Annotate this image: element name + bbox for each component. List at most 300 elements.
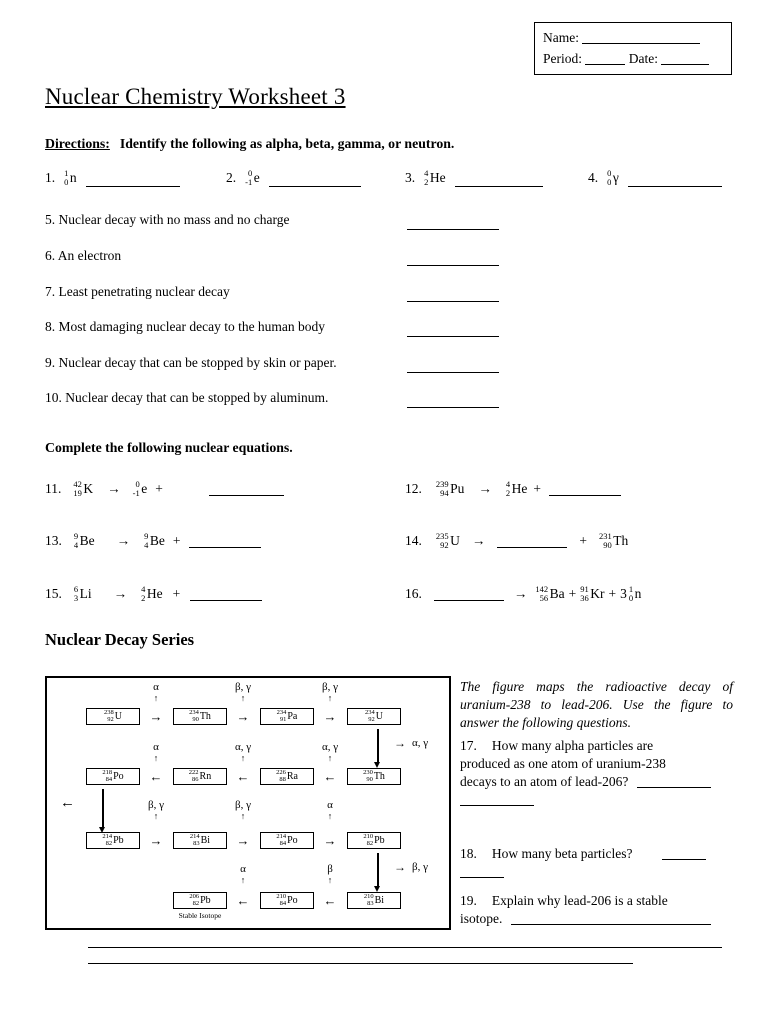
atomic-number: 83 <box>367 899 374 907</box>
yields-arrow-icon: → <box>107 481 121 496</box>
nuclide-po-218 <box>102 770 123 783</box>
element-symbol: He <box>511 481 528 496</box>
q18-line <box>460 863 733 881</box>
nuclide-electron <box>245 169 260 186</box>
mass-number: 214 <box>102 832 113 840</box>
mass-atomic-stack <box>141 585 145 602</box>
element-symbol: Be <box>149 533 165 548</box>
mass-number: 226 <box>276 768 286 776</box>
nuclide-li-6 <box>74 585 92 602</box>
mass-atomic-stack <box>276 894 286 907</box>
mass-atomic-stack <box>64 169 68 186</box>
question-6 <box>45 248 515 270</box>
coefficient: 3 <box>620 586 627 601</box>
mass-atomic-stack <box>277 710 287 723</box>
page-title: Nuclear Chemistry Worksheet 3 <box>45 84 346 109</box>
mass-atomic-stack <box>133 480 140 497</box>
question-text: Nuclear decay that can be stopped by skin or paper. <box>58 355 337 370</box>
item-number: 3. <box>405 170 416 185</box>
atomic-number: -1 <box>132 488 140 498</box>
isotope-box-234-u <box>347 708 401 725</box>
answer-blank-14[interactable] <box>497 535 567 548</box>
answer-blank-4[interactable] <box>628 174 722 187</box>
left-arrow-icon: ← <box>236 769 250 784</box>
q17-line: produced as one atom of uranium-238 <box>460 756 666 771</box>
mass-atomic-stack <box>73 480 82 497</box>
question-19 <box>460 892 733 928</box>
right-arrow-icon: → <box>236 709 250 724</box>
up-arrow-icon: ↑ <box>240 693 246 703</box>
mass-number: 0 <box>607 168 612 179</box>
mass-atomic-stack <box>190 834 200 847</box>
nuclide-be-9b <box>144 532 165 549</box>
down-arrow <box>377 853 379 886</box>
atomic-number: 83 <box>193 839 200 847</box>
question-text: How many alpha particles are <box>491 738 654 753</box>
nuclide-po-210 <box>276 894 297 907</box>
element-symbol: Pu <box>450 481 465 496</box>
answer-blank-16[interactable] <box>434 588 504 601</box>
mass-atomic-stack <box>363 770 373 783</box>
element-symbol: Rn <box>199 771 212 782</box>
up-arrow-icon: ↑ <box>327 753 333 763</box>
decay-series-figure <box>45 676 451 930</box>
atomic-number: -1 <box>245 177 253 187</box>
answer-blank-9[interactable] <box>407 360 499 373</box>
element-symbol: n <box>634 586 642 601</box>
question-text: How many beta particles? <box>491 846 633 861</box>
mass-number: 210 <box>276 892 287 900</box>
up-arrow-icon: ↑ <box>240 811 246 821</box>
question-text: decays to an atom of lead-206? <box>460 774 629 789</box>
identify-item-1 <box>45 166 180 190</box>
plus-sign: + <box>172 533 181 548</box>
question-18 <box>460 845 733 881</box>
up-arrow-icon: ↑ <box>153 693 159 703</box>
mass-number: 235 <box>435 531 449 542</box>
atomic-number: 4 <box>73 540 79 550</box>
mass-number: 9 <box>73 531 79 542</box>
isotope-box-214-pb <box>86 832 140 849</box>
yields-arrow-icon: → <box>116 533 131 548</box>
date-blank[interactable] <box>661 52 709 65</box>
decay-label: β, γ <box>412 861 428 873</box>
mass-number: 238 <box>104 708 114 716</box>
plus-sign: + <box>579 533 587 548</box>
answer-blank-10[interactable] <box>407 395 499 408</box>
name-label: Name: <box>543 30 579 45</box>
question-17 <box>460 737 733 809</box>
right-arrow-icon: → <box>236 833 250 848</box>
question-number: 7. <box>45 284 56 299</box>
directions-text: Identify the following as alpha, beta, gamma, or neutron. <box>119 136 455 151</box>
question-number: 10. <box>45 390 62 405</box>
equation-number: 11. <box>45 481 62 496</box>
plus-sign: + <box>155 481 163 496</box>
equation-12 <box>405 477 631 501</box>
question-number: 17. <box>460 738 477 753</box>
question-text: Nuclear decay with no mass and no charge <box>58 212 290 227</box>
equation-number: 14. <box>405 533 422 548</box>
equation-14 <box>405 529 638 553</box>
nuclide-he-4b <box>141 585 163 602</box>
answer-blank-11[interactable] <box>209 483 284 496</box>
atomic-number: 82 <box>366 839 374 847</box>
right-arrow-icon: → <box>323 833 337 848</box>
left-arrow-icon: ← <box>323 769 337 784</box>
element-symbol: U <box>375 711 383 722</box>
equations-header: Complete the following nuclear equations. <box>45 440 293 455</box>
nuclide-neutron <box>64 169 77 186</box>
nuclide-he-4 <box>506 480 528 497</box>
question-number: 5. <box>45 212 56 227</box>
equation-11 <box>45 477 294 501</box>
element-symbol: Bi <box>374 895 385 906</box>
atomic-number: 90 <box>603 540 612 550</box>
left-arrow-icon: ← <box>323 893 337 908</box>
right-arrow-icon: → <box>149 709 163 724</box>
question-text: Explain why lead-206 is a stable <box>491 893 668 908</box>
nuclide-helium <box>424 169 446 186</box>
intro-line: The figure maps the radioactive decay of <box>460 679 733 694</box>
nuclide-th-231 <box>599 532 628 549</box>
answer-blank-13[interactable] <box>189 535 261 548</box>
question-10 <box>45 390 515 412</box>
name-line <box>543 27 723 48</box>
atomic-number: 0 <box>628 593 634 603</box>
mass-number: 239 <box>435 479 449 490</box>
element-symbol: Pb <box>374 835 385 846</box>
up-arrow-icon: ↑ <box>327 811 333 821</box>
plus-sign: + <box>568 586 577 601</box>
equation-13 <box>45 529 271 553</box>
q17-line <box>460 791 733 809</box>
mass-atomic-stack <box>365 710 375 723</box>
atomic-number: 2 <box>505 488 511 498</box>
plus-sign: + <box>172 586 181 601</box>
atomic-number: 92 <box>107 715 114 723</box>
atomic-number: 56 <box>539 593 549 603</box>
mass-number: 222 <box>188 768 199 776</box>
mass-number: 0 <box>247 168 253 179</box>
q18-line <box>460 845 733 863</box>
nuclide-u-234 <box>365 710 383 723</box>
name-period-date-box <box>534 22 732 75</box>
continues-left-arrow-icon: ← <box>60 795 75 811</box>
mass-number: 206 <box>189 892 200 900</box>
equation-number: 13. <box>45 533 62 548</box>
mass-number: 42 <box>73 479 82 490</box>
atomic-number: 84 <box>279 899 287 907</box>
mass-atomic-stack <box>102 834 112 847</box>
question-number: 18. <box>460 846 477 861</box>
mass-number: 230 <box>363 768 373 776</box>
item-number: 1. <box>45 170 56 185</box>
mass-atomic-stack <box>599 532 612 549</box>
atomic-number: 36 <box>580 593 589 603</box>
question-7 <box>45 284 515 306</box>
up-arrow-icon: ↑ <box>240 753 246 763</box>
equation-number: 15. <box>45 586 62 601</box>
mass-number: 4 <box>424 168 429 179</box>
mass-number: 210 <box>363 832 374 840</box>
nuclide-gamma <box>607 169 619 186</box>
answer-line-2[interactable] <box>88 963 633 964</box>
mass-atomic-stack <box>364 894 374 907</box>
mass-atomic-stack <box>607 169 611 186</box>
element-symbol: Th <box>199 711 211 722</box>
mass-atomic-stack <box>580 585 589 602</box>
answer-blank-15[interactable] <box>190 588 262 601</box>
decay-label: α, γ <box>412 737 429 749</box>
atomic-number: 92 <box>440 540 449 550</box>
question-text: Nuclear decay that can be stopped by aluminum. <box>65 390 329 405</box>
mass-number: 231 <box>599 531 612 542</box>
right-arrow-icon: → <box>149 833 163 848</box>
up-arrow-icon: ↑ <box>240 875 246 885</box>
nuclide-pa-234 <box>277 710 298 723</box>
decay-label: β, γ <box>322 681 338 693</box>
up-arrow-icon: ↑ <box>153 811 159 821</box>
mass-atomic-stack <box>436 532 449 549</box>
mass-atomic-stack <box>276 834 286 847</box>
isotope-box-206-pb <box>173 892 227 909</box>
element-symbol: γ <box>612 170 619 185</box>
answer-blank-3[interactable] <box>455 174 543 187</box>
plus-sign: + <box>608 586 617 601</box>
left-arrow-icon: ← <box>236 893 250 908</box>
atomic-number: 2 <box>424 177 429 187</box>
nuclide-pb-214 <box>102 834 123 847</box>
element-symbol: Pa <box>287 711 298 722</box>
nuclide-u-235 <box>436 532 460 549</box>
nuclide-k-42 <box>73 480 93 497</box>
isotope-box-234-th <box>173 708 227 725</box>
element-symbol: Pb <box>200 895 211 906</box>
right-arrow-icon: → <box>323 709 337 724</box>
yields-arrow-icon: → <box>113 586 128 601</box>
isotope-box-238-u <box>86 708 140 725</box>
decay-label: β <box>327 863 333 875</box>
atomic-number: 84 <box>279 839 287 847</box>
isotope-box-234-pa <box>260 708 314 725</box>
yields-arrow-icon: → <box>513 586 528 601</box>
atomic-number: 90 <box>192 715 199 723</box>
nuclide-ra-226 <box>276 770 298 783</box>
period-date-line <box>543 48 723 69</box>
question-text: Least penetrating nuclear decay <box>58 284 230 299</box>
isotope-box-218-po <box>86 768 140 785</box>
atomic-number: 91 <box>279 715 287 723</box>
mass-atomic-stack <box>436 480 449 497</box>
question-text: isotope. <box>460 911 503 926</box>
mass-number: 214 <box>276 832 287 840</box>
question-9 <box>45 355 515 377</box>
nuclide-th-234 <box>189 710 211 723</box>
mass-atomic-stack <box>189 770 199 783</box>
mass-number: 214 <box>189 832 200 840</box>
answer-blank-17[interactable] <box>637 775 711 788</box>
mass-number: 1 <box>64 168 69 179</box>
atomic-number: 3 <box>73 593 79 603</box>
mass-atomic-stack <box>74 532 78 549</box>
question-text: Most damaging nuclear decay to the human body <box>58 319 326 334</box>
element-symbol: Po <box>287 835 298 846</box>
element-symbol: He <box>146 586 163 601</box>
decay-label: β, γ <box>235 681 251 693</box>
identify-item-3 <box>405 166 543 190</box>
q17-line <box>460 773 733 791</box>
decay-label: α <box>153 681 159 693</box>
equation-16 <box>405 582 651 606</box>
answer-blank-8[interactable] <box>407 324 499 337</box>
nuclide-kr-91 <box>580 585 604 602</box>
element-symbol: Th <box>613 533 629 548</box>
up-arrow-icon: ↑ <box>153 753 159 763</box>
mass-number: 234 <box>365 708 375 716</box>
element-symbol: Ra <box>286 771 298 782</box>
element-symbol: e <box>141 481 148 496</box>
question-8 <box>45 319 515 341</box>
nuclide-po-214 <box>276 834 297 847</box>
left-arrow-icon: ← <box>149 769 163 784</box>
atomic-number: 4 <box>144 540 149 550</box>
atomic-number: 2 <box>141 593 146 603</box>
element-symbol: U <box>114 711 122 722</box>
element-symbol: Pb <box>113 835 124 846</box>
nuclide-th-230 <box>363 770 385 783</box>
mass-atomic-stack <box>104 710 114 723</box>
mass-atomic-stack <box>535 585 548 602</box>
decay-series-heading: Nuclear Decay Series <box>45 630 195 649</box>
answer-line-1[interactable] <box>88 947 722 948</box>
directions <box>45 136 454 152</box>
nuclide-rn-222 <box>189 770 211 783</box>
isotope-box-214-bi <box>173 832 227 849</box>
name-blank[interactable] <box>582 31 700 44</box>
mass-number: 1 <box>628 584 634 595</box>
atomic-number: 90 <box>366 775 373 783</box>
element-symbol: n <box>69 170 77 185</box>
atomic-number: 0 <box>607 177 612 187</box>
element-symbol: Po <box>113 771 124 782</box>
mass-atomic-stack <box>189 710 199 723</box>
element-symbol: Be <box>79 533 95 548</box>
nuclide-ba-142 <box>535 585 564 602</box>
date-label: Date: <box>628 51 658 66</box>
identify-item-2 <box>226 166 361 190</box>
figure-intro <box>460 678 733 732</box>
nuclide-bi-210 <box>364 894 384 907</box>
answer-blank-12[interactable] <box>549 483 621 496</box>
nuclide-pb-210 <box>363 834 384 847</box>
equation-number: 16. <box>405 586 422 601</box>
question-number: 9. <box>45 355 56 370</box>
mass-atomic-stack <box>276 770 286 783</box>
mass-atomic-stack <box>506 480 510 497</box>
isotope-box-214-po <box>260 832 314 849</box>
mass-number: 142 <box>535 584 549 595</box>
up-arrow-icon: ↑ <box>327 693 333 703</box>
atomic-number: 0 <box>64 177 69 187</box>
mass-number: 218 <box>102 768 113 776</box>
q19-line <box>460 910 733 928</box>
mass-atomic-stack <box>363 834 373 847</box>
answer-blank-1[interactable] <box>86 174 180 187</box>
yields-arrow-icon: → <box>478 481 492 496</box>
answer-blank-18b[interactable] <box>460 865 504 878</box>
continues-right-arrow-icon: → <box>394 860 406 874</box>
atomic-number: 88 <box>279 775 286 783</box>
isotope-box-230-th <box>347 768 401 785</box>
mass-atomic-stack <box>144 532 148 549</box>
mass-number: 4 <box>141 584 146 595</box>
nuclide-bi-214 <box>190 834 210 847</box>
question-5 <box>45 212 515 234</box>
isotope-box-210-po <box>260 892 314 909</box>
nuclide-n-1 <box>629 585 642 602</box>
answer-blank-2[interactable] <box>269 174 361 187</box>
identify-item-4 <box>588 166 722 190</box>
element-symbol: K <box>83 481 94 496</box>
mass-number: 4 <box>505 479 511 490</box>
mass-number: 6 <box>73 584 79 595</box>
atomic-number: 82 <box>105 839 113 847</box>
question-number: 8. <box>45 319 56 334</box>
mass-atomic-stack <box>629 585 633 602</box>
item-number: 4. <box>588 170 599 185</box>
answer-blank-18[interactable] <box>662 847 706 860</box>
mass-number: 234 <box>276 708 287 716</box>
answer-blank-19[interactable] <box>511 912 711 925</box>
element-symbol: Th <box>373 771 385 782</box>
directions-label: Directions: <box>45 136 110 151</box>
atomic-number: 19 <box>73 488 82 498</box>
isotope-box-210-bi <box>347 892 401 909</box>
atomic-number: 94 <box>440 488 449 498</box>
mass-number: 0 <box>135 479 140 490</box>
down-arrow <box>377 729 379 762</box>
question-number: 6. <box>45 248 56 263</box>
answer-blank-5[interactable] <box>407 217 499 230</box>
decay-label: β, γ <box>148 799 164 811</box>
answer-blank-6[interactable] <box>407 253 499 266</box>
decay-label: α <box>240 863 246 875</box>
nuclide-be-9 <box>74 532 95 549</box>
equation-15 <box>45 582 272 606</box>
answer-blank-17b[interactable] <box>460 793 534 806</box>
intro-line: answer the following questions. <box>460 715 632 730</box>
plus-sign: + <box>533 481 542 496</box>
atomic-number: 84 <box>105 775 113 783</box>
q19-line <box>460 892 733 910</box>
question-number: 19. <box>460 893 477 908</box>
element-symbol: U <box>450 533 460 548</box>
period-label: Period: <box>543 51 582 66</box>
mass-atomic-stack <box>189 894 199 907</box>
element-symbol: Ba <box>549 586 565 601</box>
element-symbol: Po <box>287 895 298 906</box>
nuclide-pb-206 <box>189 894 210 907</box>
item-number: 2. <box>226 170 237 185</box>
isotope-box-222-rn <box>173 768 227 785</box>
mass-number: 234 <box>189 708 199 716</box>
q17-line <box>460 737 733 755</box>
intro-line: uranium-238 to lead-206. Use the figure to <box>460 697 733 712</box>
period-blank[interactable] <box>585 52 625 65</box>
atomic-number: 86 <box>192 775 199 783</box>
answer-blank-7[interactable] <box>407 289 499 302</box>
